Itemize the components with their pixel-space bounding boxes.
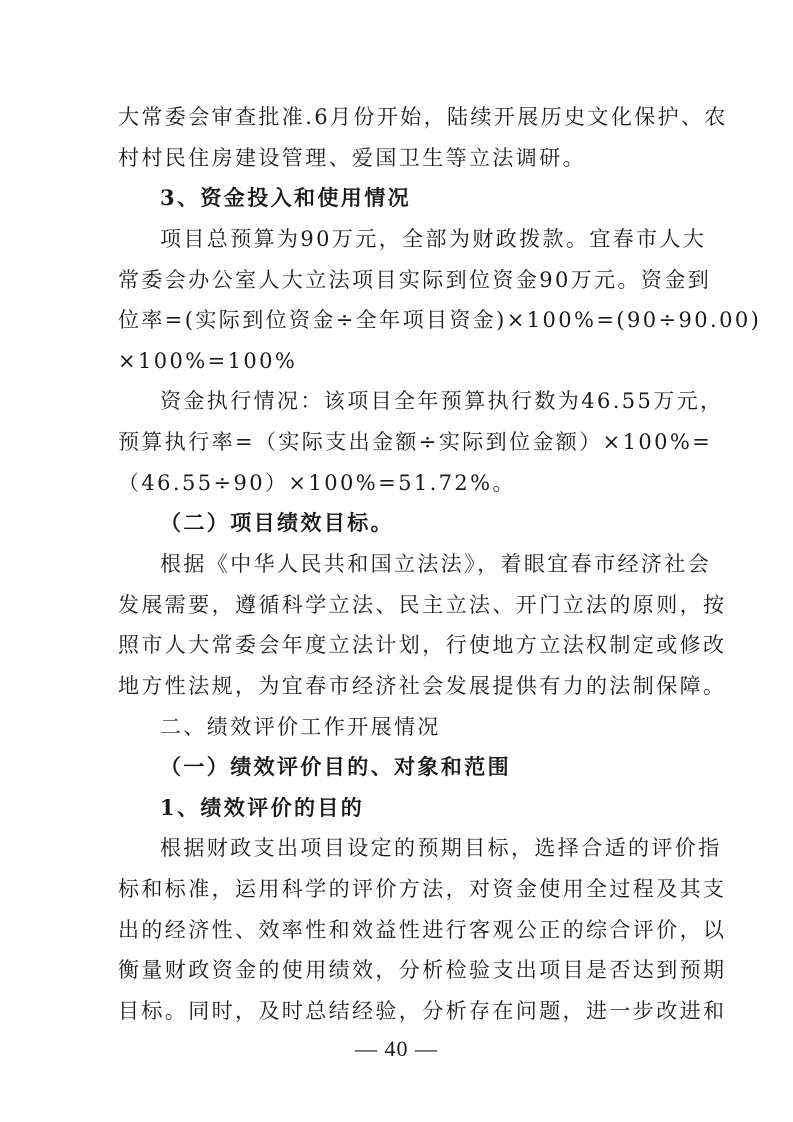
paragraph-line: 目标。同时，及时总结经验，分析存在问题，进一步改进和 (118, 999, 727, 1023)
paragraph-line: ×100%=100% (118, 349, 298, 373)
paragraph-line: 常委会办公室人大立法项目实际到位资金90万元。资金到 (118, 268, 712, 292)
paragraph-line: 根据财政支出项目设定的预期目标，选择合适的评价指 (160, 836, 722, 860)
section-heading: 1、绩效评价的目的 (160, 795, 365, 820)
paragraph-line: 根据《中华人民共和国立法法》，着眼宜春市经济社会 (160, 552, 712, 576)
page-number: — 40 — (355, 1036, 438, 1061)
paragraph-line: 位率=(实际到位资金÷全年项目资金)×100%=(90÷90.00) (118, 308, 762, 332)
paragraph-line: 预算执行率=（实际支出金额÷实际到位金额）×100%= (118, 430, 713, 454)
paragraph-line: 标和标准，运用科学的评价方法，对资金使用全过程及其支 (118, 877, 727, 901)
paragraph-line: 衡量财政资金的使用绩效，分析检验支出项目是否达到预期 (118, 958, 727, 982)
paragraph-line: （46.55÷90）×100%=51.72%。 (118, 471, 516, 495)
section-heading: 二、绩效评价工作开展情况 (160, 715, 441, 739)
paragraph-line: 大常委会审查批准.6月份开始，陆续开展历史文化保护、农 (118, 105, 728, 129)
paragraph-line: 村村民住房建设管理、爱国卫生等立法调研。 (118, 146, 586, 170)
paragraph-line: 资金执行情况：该项目全年预算执行数为46.55万元， (160, 389, 724, 413)
section-heading: （一）绩效评价目的、对象和范围 (160, 754, 511, 779)
paragraph-line: 地方性法规，为宜春市经济社会发展提供有力的法制保障。 (118, 674, 727, 698)
section-heading: 3、资金投入和使用情况 (160, 185, 412, 210)
paragraph-line: 出的经济性、效率性和效益性进行客观公正的综合评价，以 (118, 918, 727, 942)
section-heading: （二）项目绩效目标。 (160, 510, 394, 535)
paragraph-line: 发展需要，遵循科学立法、民主立法、开门立法的原则，按 (118, 593, 727, 617)
paragraph-line: 项目总预算为90万元，全部为财政拨款。宜春市人大 (160, 227, 707, 251)
paragraph-line: 照市人大常委会年度立法计划，行使地方立法权制定或修改 (118, 633, 727, 657)
